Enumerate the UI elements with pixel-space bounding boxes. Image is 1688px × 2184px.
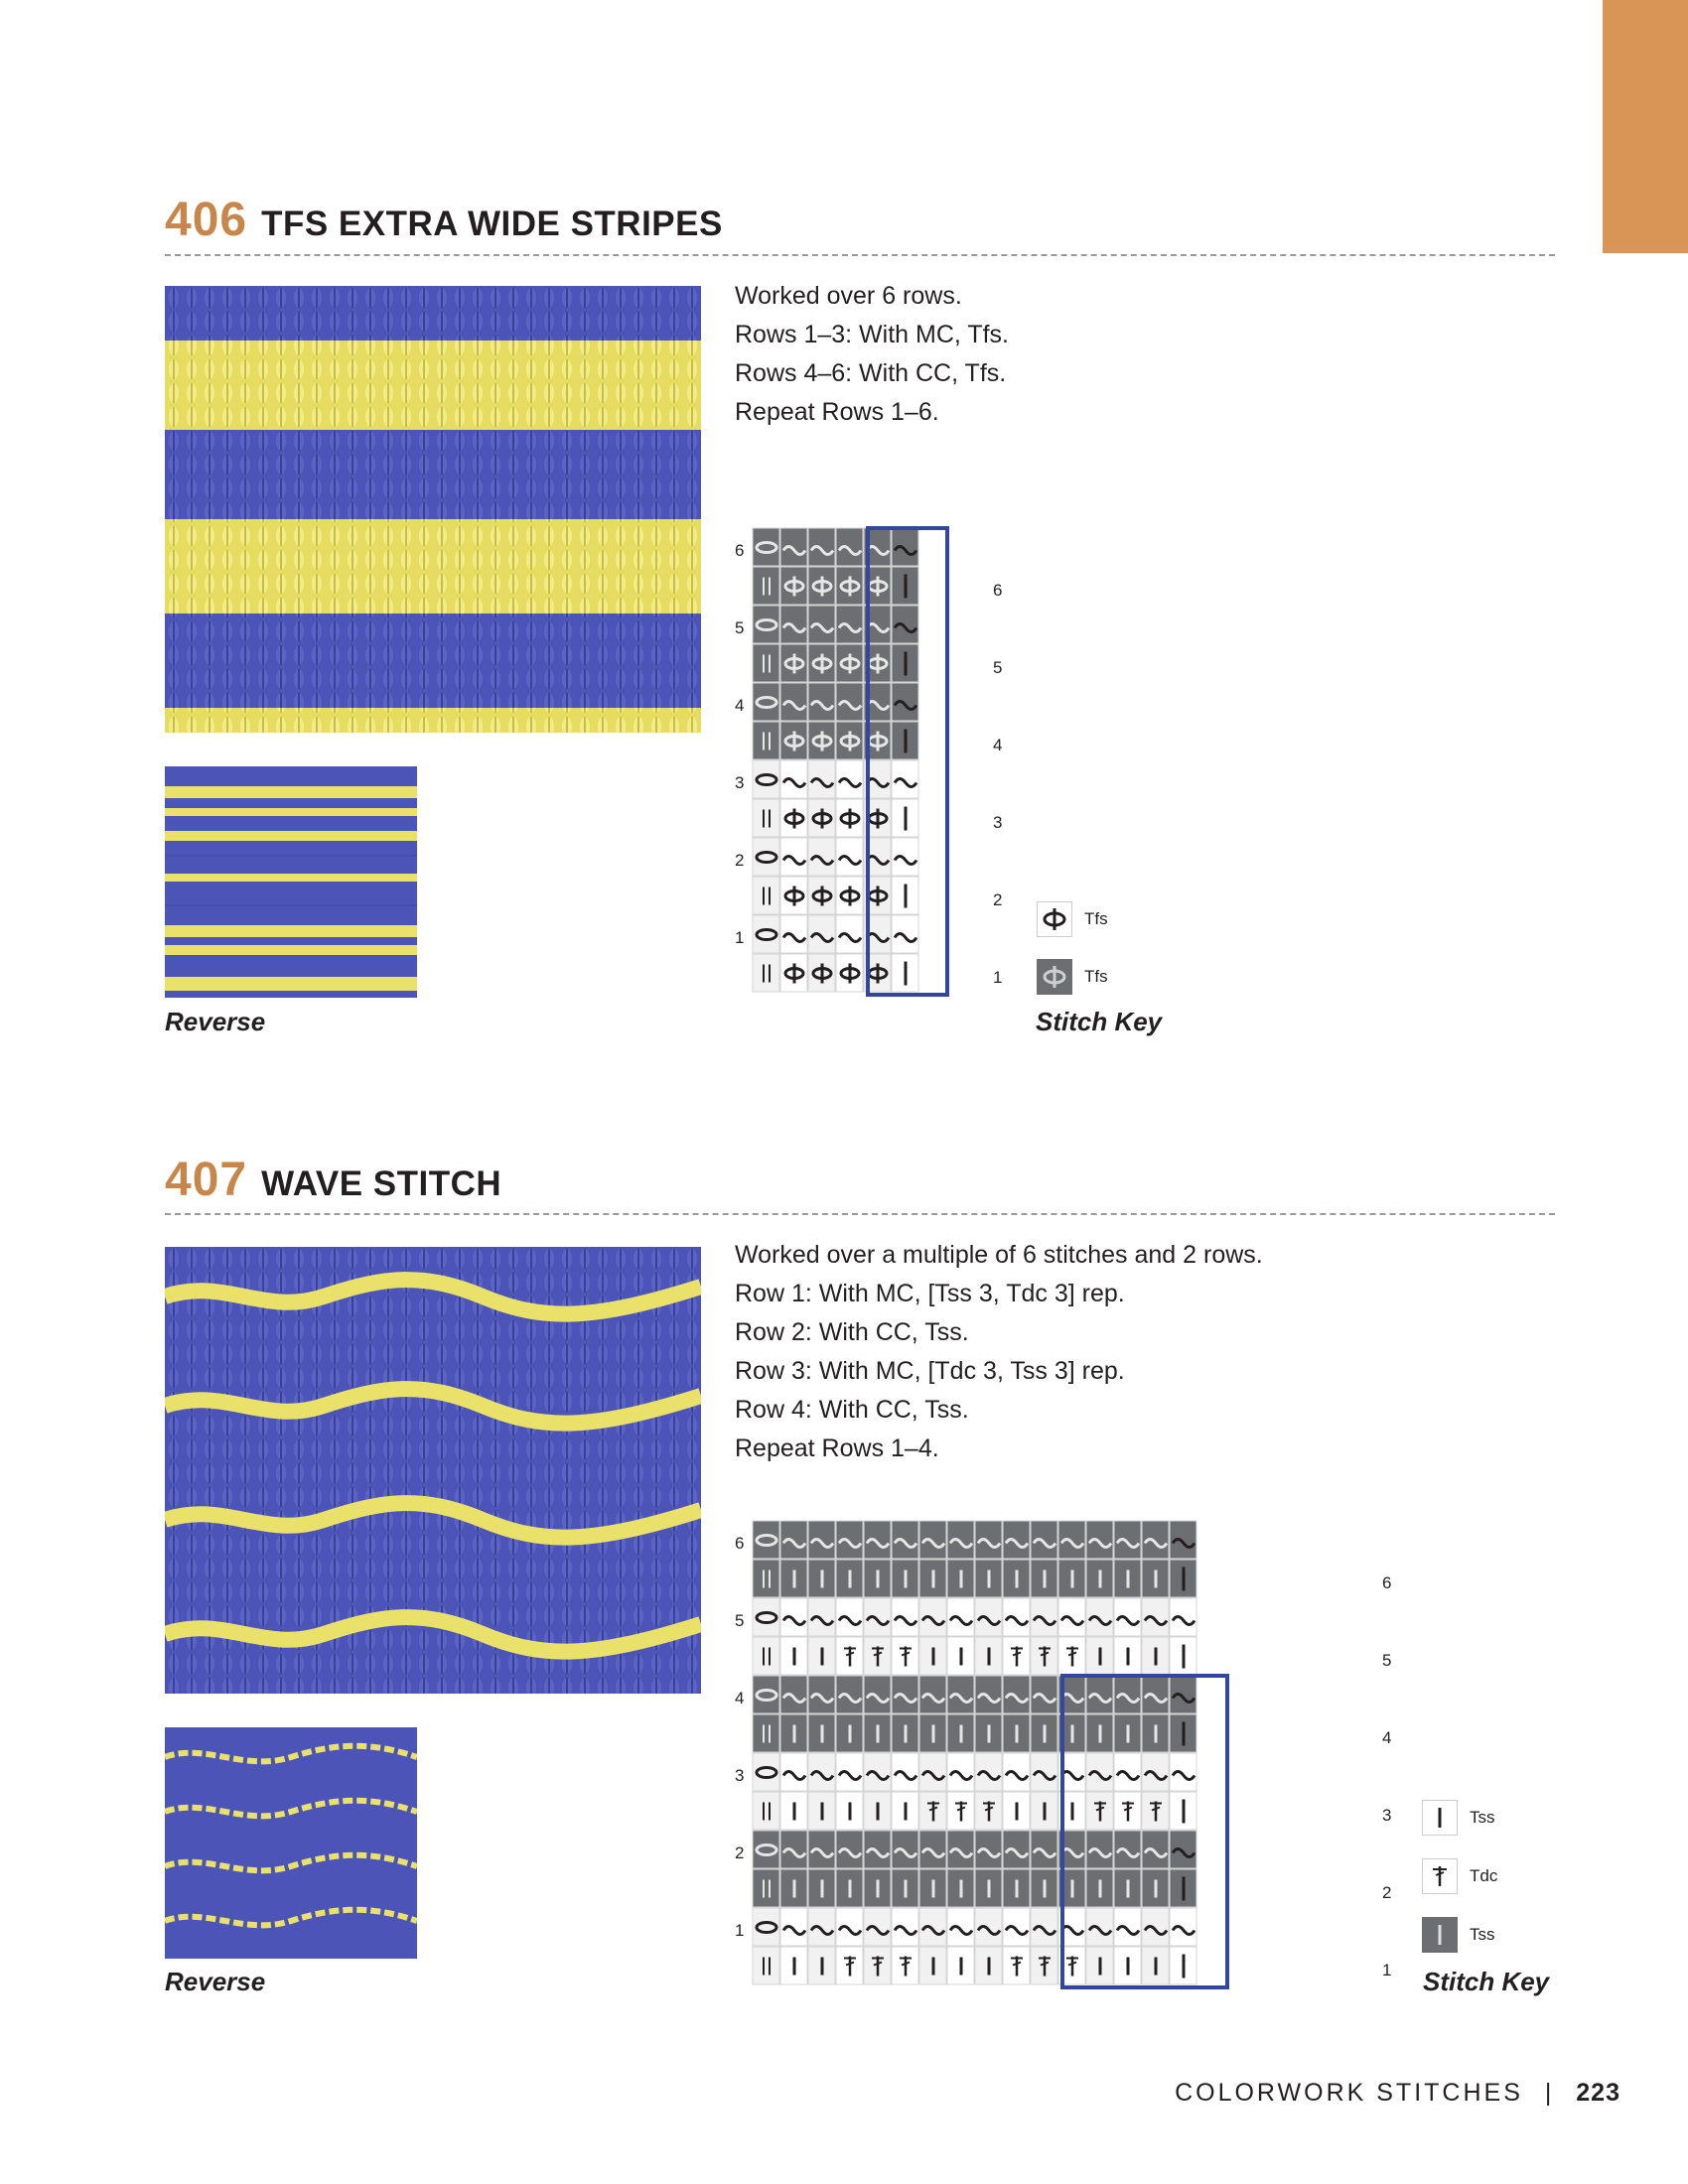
instruction-line: Worked over a multiple of 6 stitches and 2 rows. — [735, 1241, 1263, 1269]
tdc-icon — [1422, 1858, 1458, 1894]
instruction-line: Row 4: With CC, Tss. — [735, 1396, 969, 1424]
instruction-line: Rows 1–3: With MC, Tfs. — [735, 321, 1009, 348]
tss-icon — [1422, 1800, 1458, 1836]
main-swatch-photo — [165, 286, 701, 733]
chart-grid — [753, 528, 918, 992]
stitch-title: TFS EXTRA WIDE STRIPES — [261, 205, 723, 243]
reverse-swatch-photo — [165, 1727, 417, 1959]
instructions-407 — [735, 1236, 1263, 1468]
main-swatch-photo — [165, 1247, 701, 1694]
row-number-right: 5 — [993, 658, 1003, 677]
instruction-line: Repeat Rows 1–6. — [735, 398, 939, 426]
row-number-left: 3 — [735, 773, 745, 792]
tss-dark-icon — [1422, 1917, 1458, 1953]
row-number-left: 1 — [735, 1921, 745, 1940]
page-number: 223 — [1576, 2079, 1620, 2107]
chart-cell — [753, 877, 779, 914]
instruction-line: Rows 4–6: With CC, Tfs. — [735, 359, 1007, 387]
section-divider — [165, 254, 1555, 256]
row-number-right: 4 — [1382, 1728, 1392, 1747]
chart-cell — [753, 1792, 779, 1830]
row-number-right: 3 — [1382, 1806, 1392, 1825]
instruction-line: Repeat Rows 1–4. — [735, 1434, 939, 1462]
row-number-right: 3 — [993, 813, 1003, 832]
reverse-caption: Reverse — [165, 1007, 266, 1036]
instructions-406 — [735, 277, 1009, 432]
stitch-key-caption: Stitch Key — [1423, 1967, 1550, 1996]
key-label: Tfs — [1084, 967, 1108, 986]
row-number-left: 6 — [735, 541, 745, 560]
reverse-swatch-photo — [165, 766, 417, 998]
row-number-right: 6 — [993, 581, 1003, 600]
footer-section-label: COLORWORK STITCHES — [1175, 2079, 1523, 2107]
row-number-left: 2 — [735, 1843, 745, 1862]
chart-cell — [753, 1869, 779, 1907]
chart-cell — [753, 799, 779, 837]
chapter-tab — [1603, 0, 1688, 253]
instruction-line: Row 1: With MC, [Tss 3, Tdc 3] rep. — [735, 1280, 1125, 1307]
key-label: Tss — [1470, 1925, 1495, 1944]
row-number-left: 2 — [735, 851, 745, 870]
tfs-icon — [1037, 901, 1072, 937]
row-number-left: 5 — [735, 1611, 745, 1630]
reverse-caption: Reverse — [165, 1967, 266, 1996]
row-number-left: 3 — [735, 1766, 745, 1785]
section-heading-407 — [165, 1153, 501, 1207]
row-number-left: 4 — [735, 696, 745, 715]
instruction-line: Row 3: With MC, [Tdc 3, Tss 3] rep. — [735, 1357, 1125, 1385]
key-label: Tdc — [1470, 1866, 1498, 1885]
chart-cell — [753, 644, 779, 682]
stitch-key-caption: Stitch Key — [1036, 1007, 1163, 1036]
tfs-dark-icon — [1037, 959, 1072, 995]
footer-separator: | — [1544, 2079, 1555, 2107]
page-footer — [1175, 2079, 1620, 2108]
row-number-right: 4 — [993, 736, 1003, 754]
key-label: Tss — [1470, 1808, 1495, 1827]
key-label: Tfs — [1084, 909, 1108, 928]
key-item — [1422, 1800, 1495, 1836]
row-number-right: 6 — [1382, 1573, 1392, 1592]
stitch-chart-407 — [725, 1519, 1400, 1995]
stitch-title: WAVE STITCH — [261, 1164, 502, 1203]
row-number-left: 1 — [735, 928, 745, 947]
stitch-number: 407 — [165, 1154, 248, 1206]
key-item — [1037, 901, 1108, 937]
row-number-left: 6 — [735, 1534, 745, 1553]
chart-cell — [753, 1637, 779, 1675]
chart-cell — [753, 954, 779, 992]
instruction-line: Row 2: With CC, Tss. — [735, 1318, 969, 1346]
chart-cell — [753, 1560, 779, 1597]
row-number-right: 1 — [1382, 1961, 1392, 1979]
stitch-number: 406 — [165, 194, 248, 246]
row-number-right: 1 — [993, 968, 1003, 987]
key-item — [1422, 1858, 1497, 1894]
row-number-left: 4 — [735, 1689, 745, 1707]
row-number-right: 2 — [1382, 1883, 1392, 1902]
section-divider — [165, 1213, 1555, 1215]
instruction-line: Worked over 6 rows. — [735, 282, 962, 310]
chart-cell — [753, 567, 779, 605]
chart-cell — [753, 1947, 779, 1984]
key-item — [1037, 959, 1108, 995]
row-number-right: 5 — [1382, 1651, 1392, 1670]
chart-grid — [753, 1521, 1196, 1984]
chart-cell — [753, 722, 779, 759]
row-number-left: 5 — [735, 618, 745, 637]
key-item — [1422, 1917, 1495, 1953]
stitch-chart-406 — [725, 526, 1023, 1003]
chart-cell — [753, 1714, 779, 1752]
row-number-right: 2 — [993, 890, 1003, 909]
section-heading-406 — [165, 193, 723, 247]
